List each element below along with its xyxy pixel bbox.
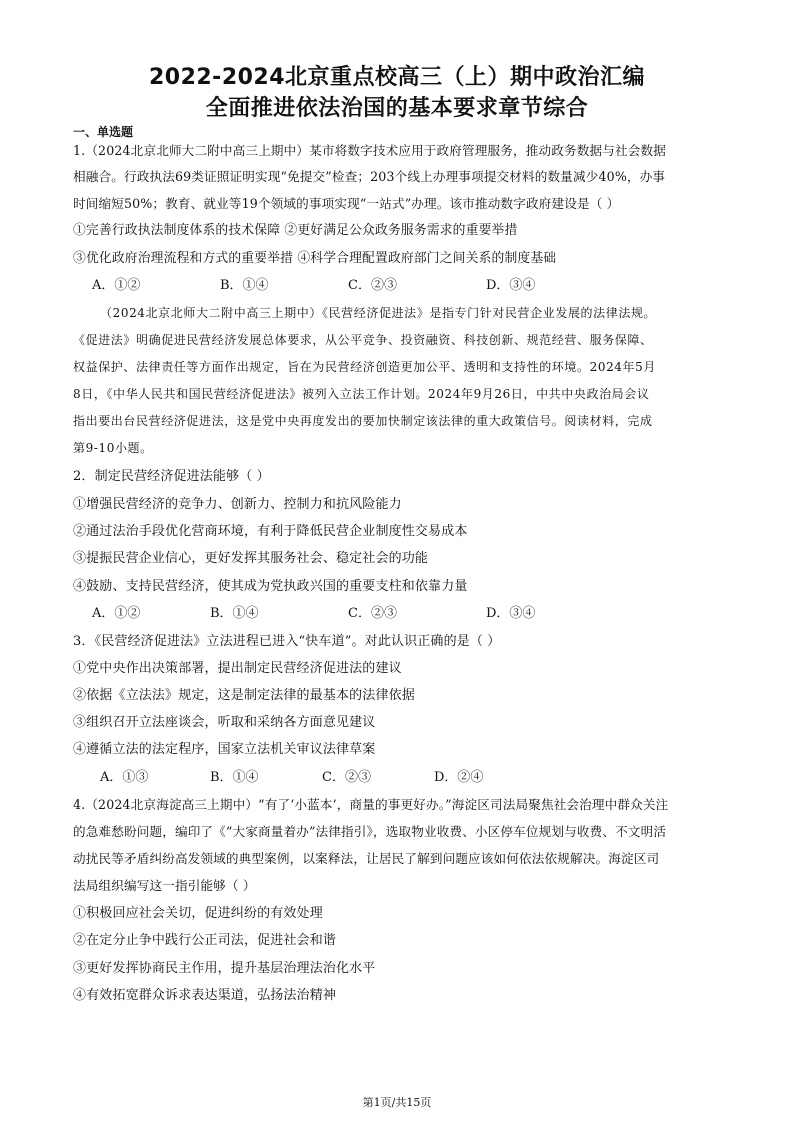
material-line-2: 《促进法》明确促进民营经济发展总体要求，从公平竞争、投资融资、科技创新、规范经营、服务保障、 xyxy=(73,333,653,347)
q3-statement-1: ①党中央作出决策部署，提出制定民营经济促进法的建议 xyxy=(73,661,402,676)
q4-statement-2: ②在定分止争中践行公正司法，促进社会和谐 xyxy=(73,933,337,948)
q1-statements-line-1: ①完善行政执法制度体系的技术保障 ②更好满足公众政务服务需求的重要举措 xyxy=(73,223,518,238)
q4-stem-line-4: 法局组织编写这一指引能够（ ） xyxy=(73,878,256,893)
q1-statements-line-2: ③优化政府治理流程和方式的重要举措 ④科学合理配置政府部门之间关系的制度基础 xyxy=(73,251,557,266)
q1-stem-line-1: 1.（2024北京北师大二附中高三上期中）某市将数字技术应用于政府管理服务，推动政务数据与社会数据 xyxy=(73,143,666,158)
q2-statement-1: ①增强民营经济的竞争力、创新力、控制力和抗风险能力 xyxy=(73,497,402,512)
q2-option-c[interactable]: C．②③ xyxy=(348,606,397,621)
q4-statement-3: ③更好发挥协商民主作用，提升基层治理法治化水平 xyxy=(73,961,376,976)
q1-options xyxy=(92,277,612,295)
q3-option-a[interactable]: A．①③ xyxy=(100,770,149,785)
document-title-line-2: 全面推进依法治国的基本要求章节综合 xyxy=(205,96,589,121)
page-number-footer: 第1页/共15页 xyxy=(362,1096,432,1109)
q2-statement-2: ②通过法治手段优化营商环境，有利于降低民营企业制度性交易成本 xyxy=(73,524,468,539)
q3-statement-2: ②依据《立法法》规定，这是制定法律的最基本的法律依据 xyxy=(73,688,415,703)
q2-option-b[interactable]: B．①④ xyxy=(210,606,259,621)
q4-stem-line-1: 4.（2024北京海淀高三上期中）“有了‘小蓝本’，商量的事更好办。”海淀区司法局聚焦社会治理中群众关注 xyxy=(73,797,669,812)
q3-statement-3: ③组织召开立法座谈会，听取和采纳各方面意见建议 xyxy=(73,715,376,730)
material-line-3: 权益保护、法律责任等方面作出规定，旨在为民营经济创造更加公平、透明和支持性的环境。2024年5月 xyxy=(73,360,656,374)
q1-stem-line-2: 相融合。行政执法69类证照证明实现“免提交”检查；203个线上办理事项提交材料的数量减少40%，办事 xyxy=(73,169,666,184)
q1-option-b[interactable]: B．①④ xyxy=(220,278,269,293)
q1-option-c[interactable]: C．②③ xyxy=(348,278,397,293)
q4-statement-4: ④有效拓宽群众诉求表达渠道，弘扬法治精神 xyxy=(73,988,337,1003)
material-line-1: （2024北京北师大二附中高三上期中）《民营经济促进法》是指专门针对民营企业发展的法律法规。 xyxy=(100,306,657,320)
material-line-5: 指出要出台民营经济促进法，这是党中央再度发出的要加快制定该法律的重大政策信号。阅读材料，完成 xyxy=(73,414,653,428)
q3-stem: 3．《民营经济促进法》立法进程已进入“快车道”。对此认识正确的是（ ） xyxy=(73,634,501,649)
q4-statement-1: ①积极回应社会关切，促进纠纷的有效处理 xyxy=(73,906,323,921)
q2-option-d[interactable]: D．③④ xyxy=(486,606,536,621)
section-heading: 一、单选题 xyxy=(73,125,134,139)
q2-options xyxy=(92,605,612,623)
material-line-6: 第9-10小题。 xyxy=(73,441,153,455)
q1-stem-line-3: 时间缩短50%；教育、就业等19个领域的事项实现“一站式”办理。该市推动数字政府建设是（ ） xyxy=(73,196,620,211)
q2-option-a[interactable]: A．①② xyxy=(92,606,141,621)
q3-options xyxy=(92,769,612,787)
q3-option-c[interactable]: C．②③ xyxy=(322,770,371,785)
q2-stem: 2．制定民营经济促进法能够（ ） xyxy=(73,469,270,484)
q2-statement-3: ③提振民营企业信心，更好发挥其服务社会、稳定社会的功能 xyxy=(73,551,429,566)
q3-option-d[interactable]: D．②④ xyxy=(434,770,484,785)
document-title-line-1: 2022-2024北京重点校高三（上）期中政治汇编 xyxy=(148,65,646,90)
q2-statement-4: ④鼓励、支持民营经济，使其成为党执政兴国的重要支柱和依靠力量 xyxy=(73,579,468,594)
q1-option-a[interactable]: A．①② xyxy=(92,278,141,293)
q3-option-b[interactable]: B．①④ xyxy=(210,770,259,785)
q4-stem-line-2: 的急难愁盼问题，编印了《“大家商量着办”法律指引》，选取物业收费、小区停车位规划与收费、不文明活 xyxy=(73,824,667,839)
q3-statement-4: ④遵循立法的法定程序，国家立法机关审议法律草案 xyxy=(73,742,376,757)
q4-stem-line-3: 动扰民等矛盾纠纷高发领域的典型案例，以案释法，让居民了解到问题应该如何依法依规解决。海淀区司 xyxy=(73,851,660,866)
q1-option-d[interactable]: D．③④ xyxy=(486,278,536,293)
material-line-4: 8日，《中华人民共和国民营经济促进法》被列入立法工作计划。2024年9月26日，中共中央政治局会议 xyxy=(73,387,650,401)
